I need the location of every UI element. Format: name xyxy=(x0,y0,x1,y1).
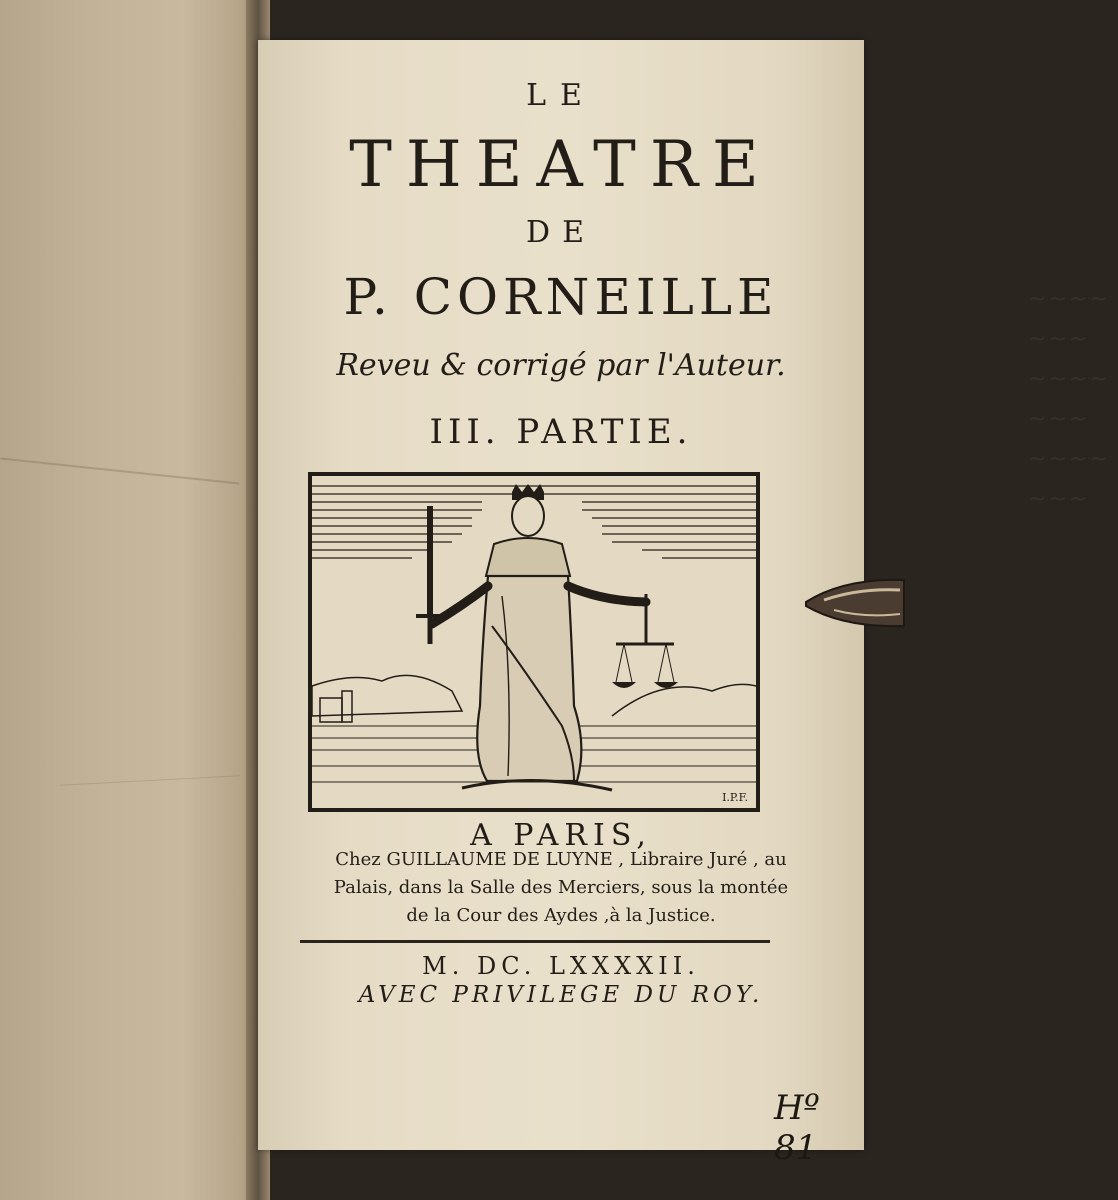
revised-line: Reveu & corrigé par l'Auteur. xyxy=(336,348,786,383)
title-de: DE xyxy=(526,215,596,250)
volume-part: III. PARTIE. xyxy=(429,412,693,452)
left-flyleaf xyxy=(0,0,262,1200)
divider-rule xyxy=(300,940,770,943)
bookmark-icon xyxy=(804,576,924,636)
handwritten-shelfmark: Hº 81 xyxy=(774,1088,820,1168)
imprint-line: de la Cour des Aydes ,à la Justice. xyxy=(406,905,716,926)
imprint-line: Palais, dans la Salle des Merciers, sous la montée xyxy=(333,877,789,898)
imprint-city: A PARIS, xyxy=(470,818,652,853)
imprint-line: Chez GUILLAUME DE LUYNE , Libraire Juré , au xyxy=(335,849,787,870)
author-name: P. CORNEILLE xyxy=(343,268,779,326)
show-through-text: ~~~~ ~~~ ~~~~ ~~~ ~~~~ ~~~ xyxy=(1028,287,1110,512)
page-crease xyxy=(1,457,240,484)
title-theatre: THEATRE xyxy=(349,128,773,202)
privilege-line: AVEC PRIVILEGE DU ROY. xyxy=(358,982,764,1008)
engraver-monogram: I.P.F. xyxy=(722,791,748,804)
title-le: LE xyxy=(526,78,596,113)
title-page xyxy=(258,40,1110,1168)
imprint-block xyxy=(258,846,864,930)
publication-year: M. DC. LXXXXII. xyxy=(422,952,700,980)
page-crease xyxy=(60,775,240,785)
justice-woodcut-icon xyxy=(308,472,760,812)
